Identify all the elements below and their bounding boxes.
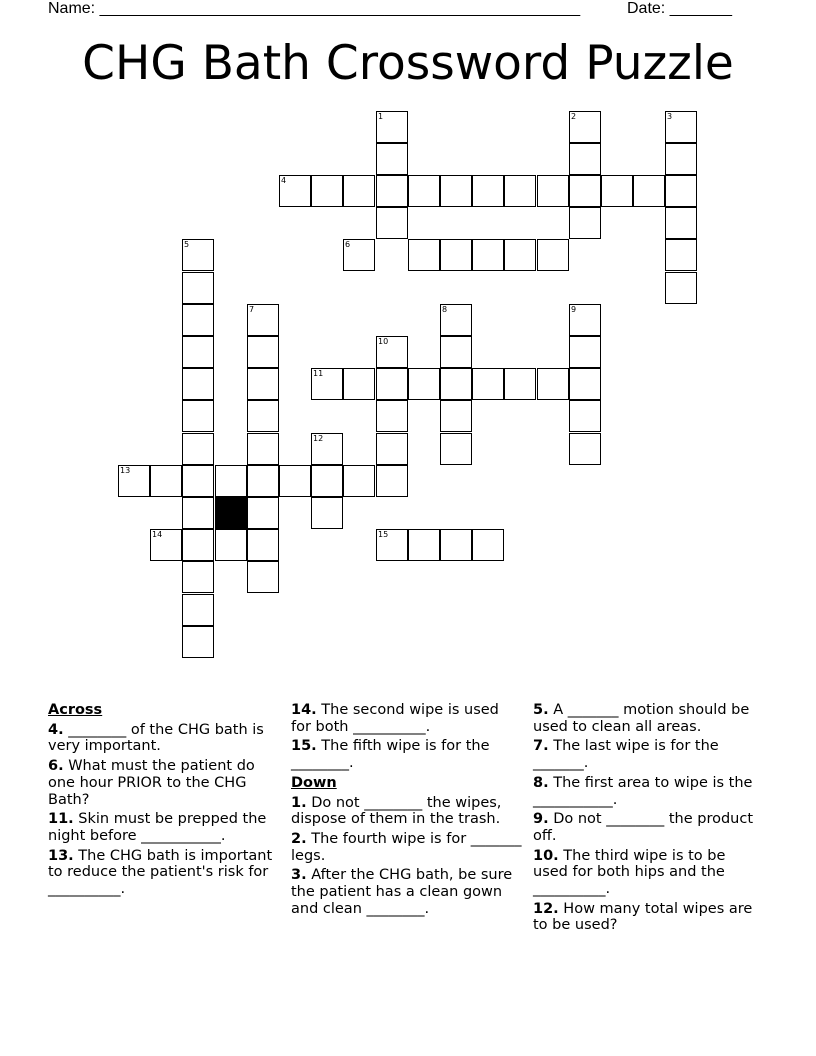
grid-cell[interactable] <box>633 175 665 207</box>
grid-cell[interactable] <box>440 433 472 465</box>
grid-cell[interactable] <box>569 143 601 175</box>
clue-number: 3. <box>291 867 307 884</box>
name-label: Name: ______________________________________________________ <box>48 0 581 17</box>
clue-text: Skin must be prepped the night before ___________. <box>48 811 267 844</box>
clue-number: 12. <box>533 900 559 917</box>
clue-number-label: 13 <box>120 466 131 475</box>
grid-cell[interactable] <box>182 272 214 304</box>
grid-cell[interactable] <box>504 239 536 271</box>
grid-cell[interactable] <box>569 400 601 432</box>
grid-cell[interactable] <box>311 175 343 207</box>
grid-cell[interactable] <box>182 433 214 465</box>
clue-number-label: 1 <box>378 112 384 121</box>
clue-item <box>533 811 758 844</box>
clue-number: 10. <box>533 847 559 864</box>
grid-cell[interactable] <box>569 207 601 239</box>
grid-cell[interactable] <box>182 529 214 561</box>
clue-item <box>291 831 523 864</box>
clue-number: 2. <box>291 830 307 847</box>
grid-cell[interactable] <box>408 368 440 400</box>
clue-number: 1. <box>291 794 307 811</box>
clue-number-label: 7 <box>249 305 255 314</box>
clue-number: 4. <box>48 721 64 738</box>
clue-item <box>533 738 758 771</box>
clue-number: 15. <box>291 738 317 755</box>
grid-cell[interactable] <box>247 400 279 432</box>
clue-text: The second wipe is used for both __________. <box>291 702 499 735</box>
across-heading: Across <box>48 702 103 718</box>
clue-item <box>48 722 280 755</box>
grid-cell[interactable] <box>665 207 697 239</box>
clue-number-label: 3 <box>667 112 673 121</box>
grid-cell[interactable] <box>376 433 408 465</box>
clue-item <box>533 775 758 808</box>
clue-item <box>291 702 523 735</box>
clue-text: Do not ________ the product off. <box>533 811 754 844</box>
clue-text: ________ of the CHG bath is very important. <box>48 721 264 755</box>
grid-cell[interactable] <box>408 239 440 271</box>
clue-number: 6. <box>48 758 64 775</box>
clue-text: A _______ motion should be used to clean all areas. <box>533 702 750 735</box>
grid-cell[interactable] <box>182 594 214 626</box>
clue-number: 8. <box>533 774 549 791</box>
clue-text: The fourth wipe is for _______ legs. <box>291 830 522 864</box>
clue-number-label: 8 <box>442 305 448 314</box>
grid-cell[interactable] <box>311 497 343 529</box>
clue-number-label: 12 <box>313 434 324 443</box>
grid-cell[interactable] <box>343 368 375 400</box>
clue-text: The first area to wipe is the ___________. <box>533 774 753 808</box>
clue-number-label: 14 <box>152 530 163 539</box>
clues-column-2 <box>291 702 523 920</box>
grid-cell[interactable] <box>182 626 214 658</box>
clue-number-label: 9 <box>571 305 577 314</box>
clue-text: How many total wipes are to be used? <box>533 900 753 934</box>
clue-text: The CHG bath is important to reduce the patient's risk for __________. <box>48 847 273 898</box>
clue-number: 5. <box>533 702 549 718</box>
clue-number-label: 6 <box>345 240 351 249</box>
grid-cell[interactable] <box>376 175 408 207</box>
grid-cell[interactable] <box>376 465 408 497</box>
grid-cell[interactable] <box>215 465 247 497</box>
grid-cell[interactable] <box>537 239 569 271</box>
clue-item <box>291 867 523 917</box>
grid-cell[interactable] <box>182 368 214 400</box>
grid-cell[interactable] <box>665 272 697 304</box>
grid-cell[interactable] <box>440 529 472 561</box>
grid-cell[interactable] <box>472 239 504 271</box>
grid-cell[interactable] <box>440 175 472 207</box>
clue-number: 11. <box>48 811 74 828</box>
grid-cell[interactable] <box>665 143 697 175</box>
clue-number: 7. <box>533 738 549 755</box>
grid-cell[interactable] <box>440 368 472 400</box>
grid-cell[interactable] <box>601 175 633 207</box>
grid-cell[interactable] <box>247 336 279 368</box>
clue-item <box>291 795 523 828</box>
grid-cell[interactable] <box>182 465 214 497</box>
clue-item <box>291 738 523 771</box>
grid-cell[interactable] <box>247 561 279 593</box>
grid-cell[interactable] <box>247 368 279 400</box>
grid-cell[interactable] <box>440 239 472 271</box>
grid-cell[interactable] <box>247 465 279 497</box>
grid-cell[interactable] <box>376 368 408 400</box>
grid-cell[interactable] <box>182 561 214 593</box>
clue-item <box>48 758 280 808</box>
grid-cell[interactable] <box>537 175 569 207</box>
clue-number-label: 5 <box>184 240 190 249</box>
grid-cell[interactable] <box>472 175 504 207</box>
grid-cell[interactable] <box>182 400 214 432</box>
clue-item <box>533 848 758 898</box>
grid-cell[interactable] <box>408 529 440 561</box>
grid-cell[interactable] <box>440 336 472 368</box>
clue-text: After the CHG bath, be sure the patient has a clean gown and clean ________. <box>291 867 513 917</box>
clue-text: The fifth wipe is for the ________. <box>291 738 490 772</box>
grid-cell[interactable] <box>472 529 504 561</box>
grid-cell[interactable] <box>343 175 375 207</box>
grid-cell[interactable] <box>215 529 247 561</box>
grid-cell[interactable] <box>376 400 408 432</box>
clue-item <box>48 848 280 898</box>
grid-cell[interactable] <box>182 304 214 336</box>
clue-text: The third wipe is to be used for both hips and the __________. <box>533 847 726 898</box>
grid-cell[interactable] <box>569 336 601 368</box>
clue-item <box>533 901 758 934</box>
clue-number-label: 15 <box>378 530 389 539</box>
black-square <box>215 497 247 529</box>
grid-cell[interactable] <box>569 175 601 207</box>
date-label: Date: _______ <box>627 0 732 17</box>
down-heading: Down <box>291 774 337 791</box>
grid-cell[interactable] <box>665 239 697 271</box>
clue-number-label: 4 <box>281 176 287 185</box>
grid-cell[interactable] <box>279 465 311 497</box>
grid-cell[interactable] <box>247 433 279 465</box>
grid-cell[interactable] <box>569 433 601 465</box>
grid-cell[interactable] <box>247 529 279 561</box>
clue-number-label: 11 <box>313 369 324 378</box>
grid-cell[interactable] <box>376 143 408 175</box>
grid-cell[interactable] <box>537 368 569 400</box>
clue-item <box>533 702 758 735</box>
grid-cell[interactable] <box>311 465 343 497</box>
grid-cell[interactable] <box>665 175 697 207</box>
clue-text: What must the patient do one hour PRIOR to the CHG Bath? <box>48 758 255 808</box>
clue-text: The last wipe is for the _______. <box>533 738 719 772</box>
grid-cell[interactable] <box>408 175 440 207</box>
grid-cell[interactable] <box>440 400 472 432</box>
grid-cell[interactable] <box>376 207 408 239</box>
grid-cell[interactable] <box>182 497 214 529</box>
grid-cell[interactable] <box>569 368 601 400</box>
clue-number: 14. <box>291 702 317 718</box>
clue-number-label: 10 <box>378 337 389 346</box>
clues-column-3 <box>533 702 758 937</box>
grid-cell[interactable] <box>247 497 279 529</box>
grid-cell[interactable] <box>472 368 504 400</box>
grid-cell[interactable] <box>504 175 536 207</box>
clue-number: 9. <box>533 811 549 828</box>
grid-cell[interactable] <box>150 465 182 497</box>
grid-cell[interactable] <box>343 465 375 497</box>
clue-number-label: 2 <box>571 112 577 121</box>
clue-item <box>48 811 280 844</box>
clue-number: 13. <box>48 847 74 864</box>
grid-cell[interactable] <box>504 368 536 400</box>
grid-cell[interactable] <box>182 336 214 368</box>
page-title: CHG Bath Crossword Puzzle <box>82 36 734 91</box>
clues-column-1 <box>48 702 280 901</box>
clue-text: Do not ________ the wipes, dispose of them in the trash. <box>291 794 502 828</box>
